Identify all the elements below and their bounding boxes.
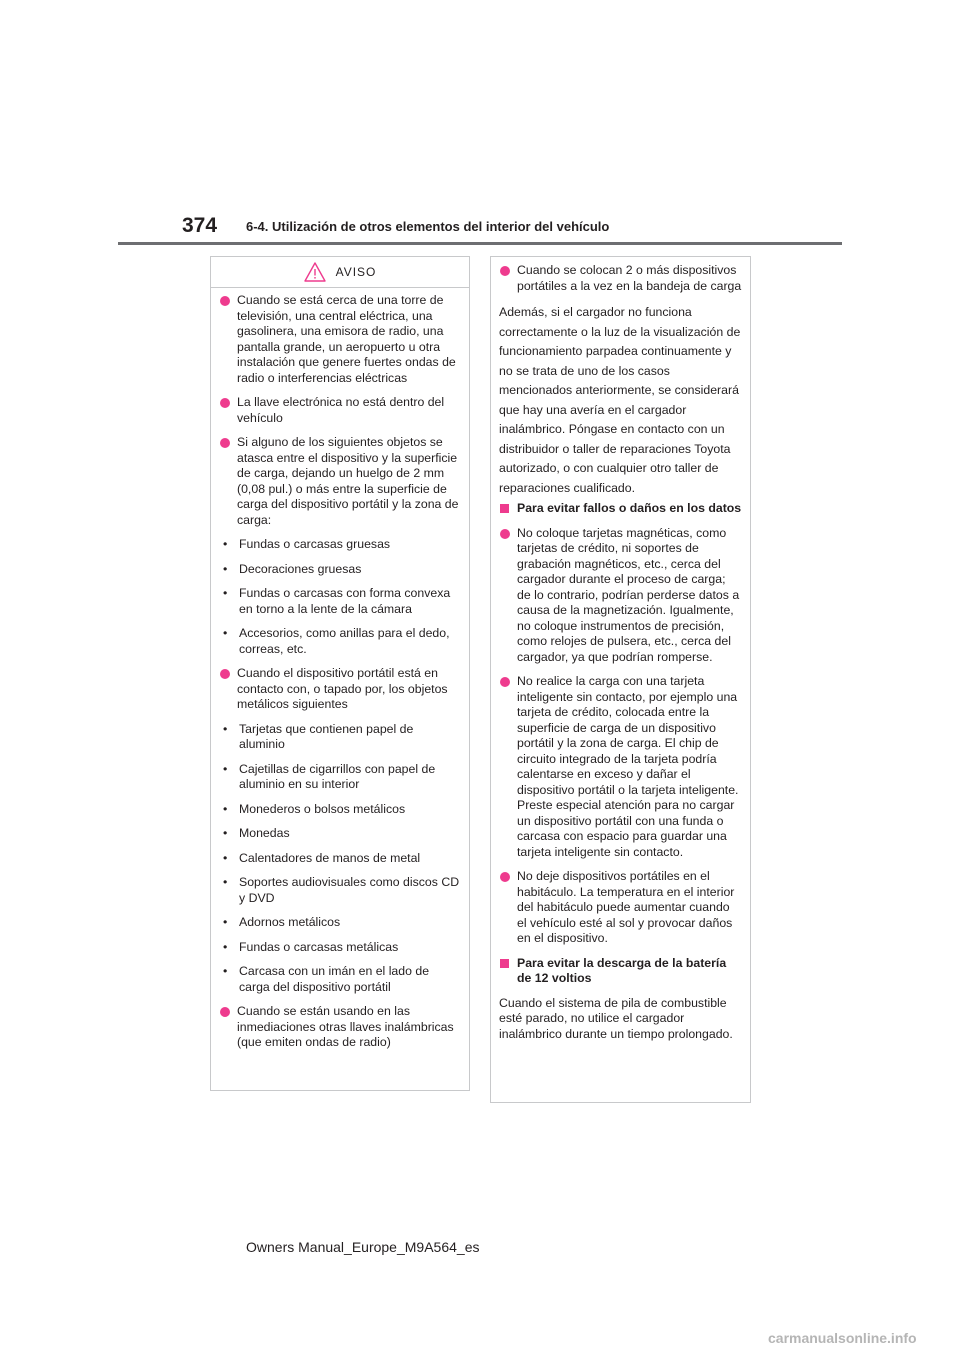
bullet-item: Cuando se colocan 2 o más dispositivos portátiles a la vez en la bandeja de carga xyxy=(499,263,742,294)
footer-manual-id: Owners Manual_Europe_M9A564_es xyxy=(246,1239,480,1255)
bullet-item: Cuando el dispositivo portátil está en contacto con, o tapado por, los objetos metálicos siguientes xyxy=(219,666,461,713)
section-heading: Para evitar la descarga de la batería de 12 voltios xyxy=(499,956,742,987)
paragraph: Cuando el sistema de pila de combustible esté parado, no utilice el cargador inalámbrico durante un tiempo prolongado. xyxy=(499,995,733,1041)
warning-content xyxy=(211,288,469,1051)
info-box xyxy=(490,256,751,1103)
sub-bullet-item: • Fundas o carcasas metálicas xyxy=(221,940,461,956)
sub-bullet-item: • Tarjetas que contienen papel de aluminio xyxy=(221,722,461,753)
bullet-item: No coloque tarjetas magnéticas, como tarjetas de crédito, ni soportes de grabación magnéticos, etc., cerca del cargador durante el proceso de carga; de lo contrario, podrían perderse datos a causa de la magnetización. Igualmente, no coloque instrumentos de precisión, como relojes de pulsera, etc., cerca del cargador, ya que podrían romperse. xyxy=(499,526,742,666)
sub-bullet-item: • Carcasa con un imán en el lado de carga del dispositivo portátil xyxy=(221,964,461,995)
sub-bullet-item: • Fundas o carcasas con forma convexa en torno a la lente de la cámara xyxy=(221,586,461,617)
sub-bullet-item: • Calentadores de manos de metal xyxy=(221,851,461,867)
sub-bullet-item: • Fundas o carcasas gruesas xyxy=(221,537,461,553)
warning-triangle-icon xyxy=(304,262,326,282)
page-number: 374 xyxy=(182,214,218,237)
section-title: 6-4. Utilización de otros elementos del interior del vehículo xyxy=(246,219,610,234)
bullet-item: La llave electrónica no está dentro del vehículo xyxy=(219,395,461,426)
warning-box xyxy=(210,256,470,1091)
section-heading: Para evitar fallos o daños en los datos xyxy=(499,501,742,517)
warning-label: AVISO xyxy=(335,265,377,279)
bullet-item: No deje dispositivos portátiles en el habitáculo. La temperatura en el interior del habitáculo puede aumentar cuando el vehículo esté al sol y provocar daños en el dispositivo. xyxy=(499,869,742,947)
sub-bullet-item: • Soportes audiovisuales como discos CD y DVD xyxy=(221,875,461,906)
bullet-item: No realice la carga con una tarjeta inteligente sin contacto, por ejemplo una tarjeta de crédito, colocada entre la superficie de carga de un dispositivo portátil y la zona de carga. El chip de circuito integrado de la tarjeta podría calentarse en exceso y dañar el dispositivo portátil o la tarjeta inteligente. Preste especial atención para no cargar un dispositivo portátil con una funda o carcasa con espacio para guardar una tarjeta inteligente sin contacto. xyxy=(499,674,742,860)
info-content xyxy=(491,257,750,1042)
sub-bullet-item: • Decoraciones gruesas xyxy=(221,562,461,578)
warning-header xyxy=(211,257,469,288)
sub-bullet-item: • Monedas xyxy=(221,826,461,842)
bullet-item: Cuando se está cerca de una torre de televisión, una central eléctrica, una gasolinera, una emisora de radio, una pantalla grande, un aeropuerto u otra instalación que genere fuertes ondas de radio o interferencias eléctricas xyxy=(219,293,461,386)
watermark: carmanualsonline.info xyxy=(768,1330,917,1346)
bullet-item: Cuando se están usando en las inmediaciones otras llaves inalámbricas (que emiten ondas de radio) xyxy=(219,1004,461,1051)
sub-bullet-item: • Adornos metálicos xyxy=(221,915,461,931)
sub-bullet-item: • Cajetillas de cigarrillos con papel de aluminio en su interior xyxy=(221,762,461,793)
sub-bullet-item: • Accesorios, como anillas para el dedo, correas, etc. xyxy=(221,626,461,657)
bullet-item: Si alguno de los siguientes objetos se atasca entre el dispositivo y la superficie de carga, dejando un huelgo de 2 mm (0,08 pul.) o más entre la superficie de carga del dispositivo portátil y la zona de carga: xyxy=(219,435,461,528)
paragraph: Además, si el cargador no funciona correctamente o la luz de la visualización de funcionamiento parpadea continuamente y no se trata de uno de los casos mencionados anteriormente, se considerará que hay una avería en el cargador inalámbrico. Póngase en contacto con un distribuidor o taller de reparaciones Toyota autorizado, o con cualquier otro taller de reparaciones cualificado. xyxy=(499,305,741,495)
sub-bullet-item: • Monederos o bolsos metálicos xyxy=(221,802,461,818)
header-divider xyxy=(118,242,842,245)
